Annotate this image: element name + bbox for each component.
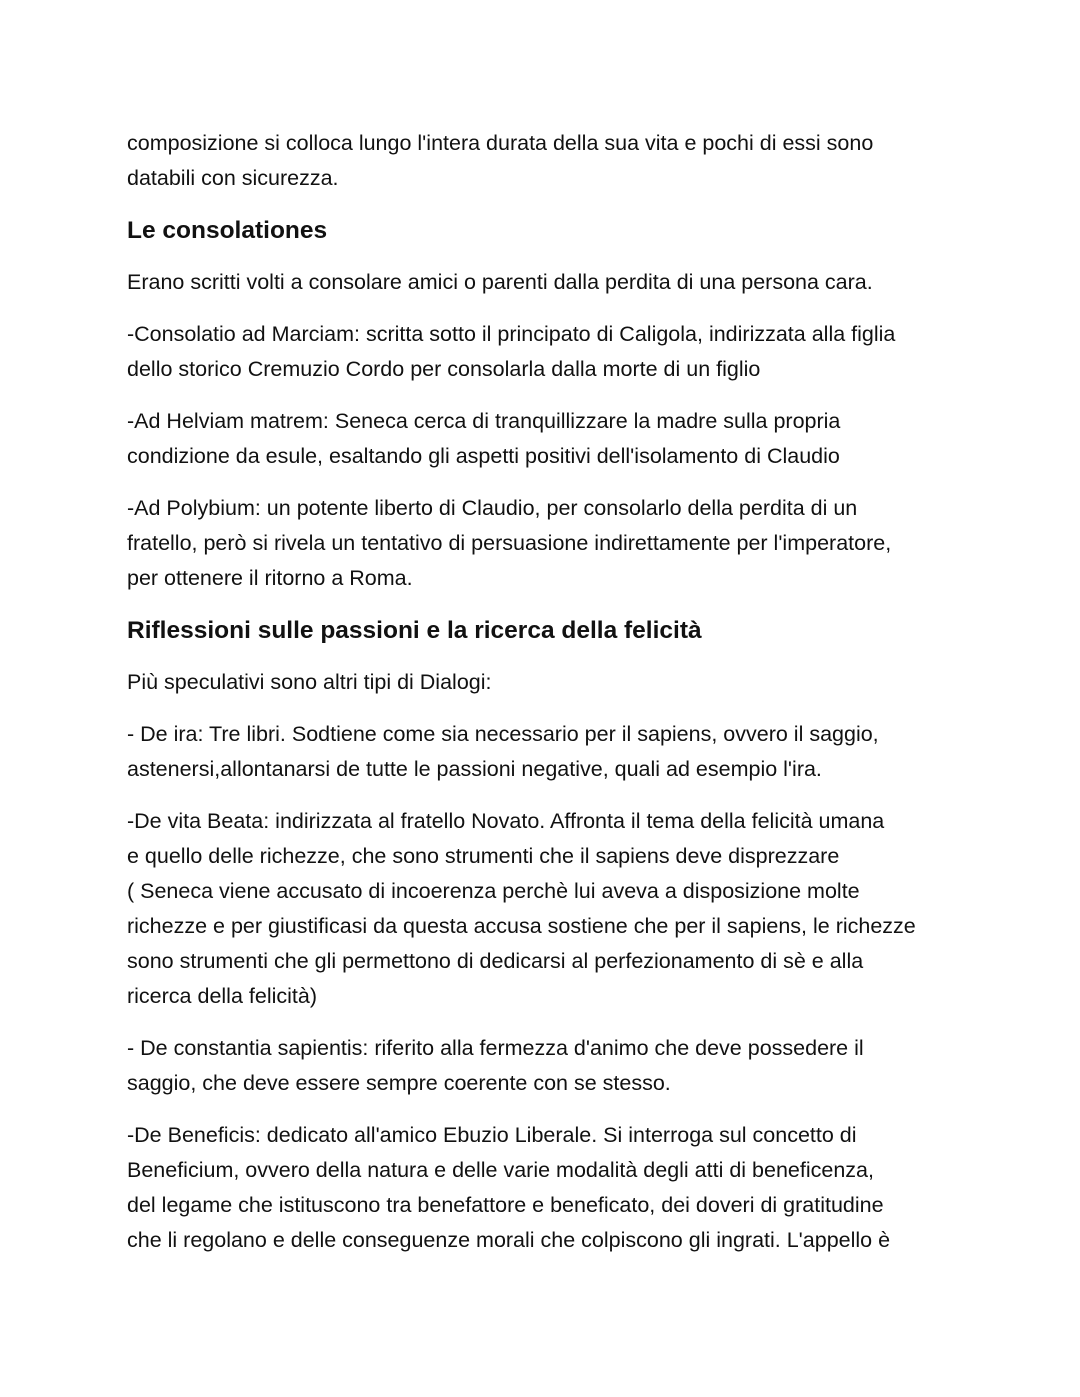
text-line: sono strumenti che gli permettono di dedicarsi al perfezionamento di sè e alla xyxy=(127,949,864,973)
text-line: composizione si colloca lungo l'intera durata della sua vita e pochi di essi sono xyxy=(127,131,874,155)
text-line: ricerca della felicità) xyxy=(127,984,317,1008)
text-line: - De ira: Tre libri. Sodtiene come sia necessario per il sapiens, ovvero il saggio, xyxy=(127,722,879,746)
section-heading-riflessioni: Riflessioni sulle passioni e la ricerca della felicità xyxy=(127,617,702,644)
text-line: -Ad Polybium: un potente liberto di Claudio, per consolarlo della perdita di un xyxy=(127,496,858,520)
paragraph-consolationes-intro xyxy=(127,265,977,300)
paragraph-de-ira xyxy=(127,717,977,787)
text-line: -De Beneficis: dedicato all'amico Ebuzio Liberale. Si interroga sul concetto di xyxy=(127,1123,857,1147)
text-line: Beneficium, ovvero della natura e delle varie modalità degli atti di beneficenza, xyxy=(127,1158,874,1182)
text-line: e quello delle richezze, che sono strumenti che il sapiens deve disprezzare xyxy=(127,844,840,868)
text-line: astenersi,allontanarsi de tutte le passioni negative, quali ad esempio l'ira. xyxy=(127,757,822,781)
section-heading-consolationes: Le consolationes xyxy=(127,217,328,244)
paragraph-ad-marciam xyxy=(127,317,977,387)
document-page xyxy=(127,126,977,1275)
text-line: per ottenere il ritorno a Roma. xyxy=(127,566,413,590)
paragraph-de-constantia xyxy=(127,1031,977,1101)
text-line: del legame che istituscono tra benefattore e beneficato, dei doveri di gratitudine xyxy=(127,1193,884,1217)
paragraph-ad-helviam xyxy=(127,404,977,474)
text-line: condizione da esule, esaltando gli aspetti positivi dell'isolamento di Claudio xyxy=(127,444,840,468)
paragraph-ad-polybium xyxy=(127,491,977,596)
text-line: Più speculativi sono altri tipi di Dialogi: xyxy=(127,670,492,694)
text-line: fratello, però si rivela un tentativo di persuasione indirettamente per l'imperatore, xyxy=(127,531,892,555)
intro-paragraph xyxy=(127,126,977,196)
text-line: richezze e per giustificasi da questa accusa sostiene che per il sapiens, le richezze xyxy=(127,914,916,938)
text-line: - De constantia sapientis: riferito alla fermezza d'animo che deve possedere il xyxy=(127,1036,864,1060)
text-line: ( Seneca viene accusato di incoerenza perchè lui aveva a disposizione molte xyxy=(127,879,860,903)
text-line: -De vita Beata: indirizzata al fratello Novato. Affronta il tema della felicità umana xyxy=(127,809,885,833)
paragraph-de-vita-beata xyxy=(127,804,977,1014)
paragraph-de-beneficis xyxy=(127,1118,977,1258)
text-line: databili con sicurezza. xyxy=(127,166,339,190)
text-line: -Consolatio ad Marciam: scritta sotto il principato di Caligola, indirizzata alla figlia xyxy=(127,322,896,346)
text-line: -Ad Helviam matrem: Seneca cerca di tranquillizzare la madre sulla propria xyxy=(127,409,841,433)
text-line: saggio, che deve essere sempre coerente con se stesso. xyxy=(127,1071,671,1095)
text-line: dello storico Cremuzio Cordo per consolarla dalla morte di un figlio xyxy=(127,357,761,381)
text-line: Erano scritti volti a consolare amici o parenti dalla perdita di una persona cara. xyxy=(127,270,873,294)
text-line: che li regolano e delle conseguenze morali che colpiscono gli ingrati. L'appello è xyxy=(127,1228,891,1252)
paragraph-dialogi-intro xyxy=(127,665,977,700)
